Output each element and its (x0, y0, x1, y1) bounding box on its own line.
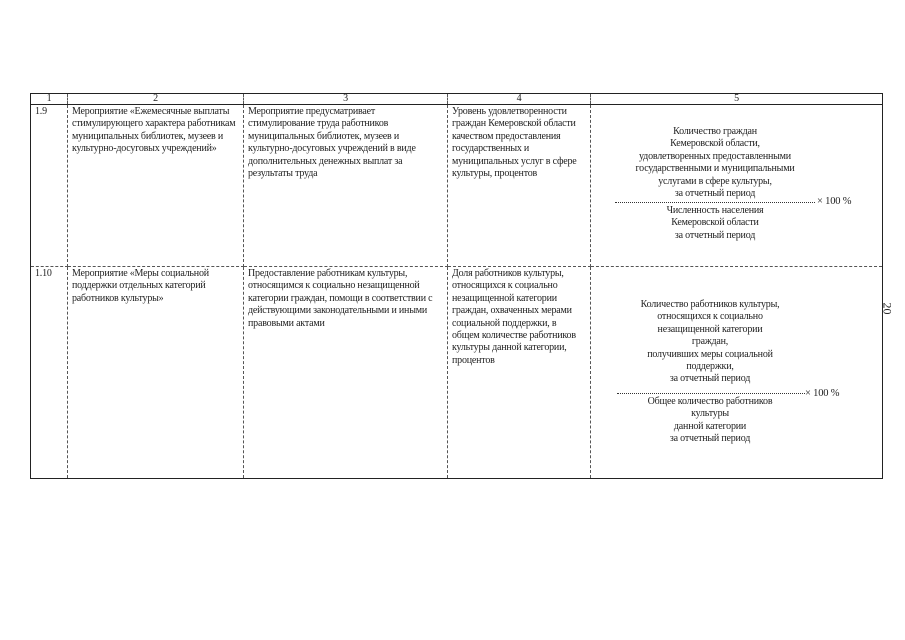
row-number: 1.10 (31, 267, 68, 479)
denominator-line: Общее количество работников (647, 396, 773, 407)
formula-denominator (595, 396, 825, 446)
indicator-name: Уровень удовлетворенности граждан Кемеровской области качеством предоставления государственных и муниципальных услуг в сфере культуры, процентов (448, 105, 591, 267)
denominator-line: культуры (691, 408, 729, 420)
table-header-row (31, 94, 883, 105)
denominator-line: Кемеровской области (671, 217, 759, 229)
page-number: 20 (880, 302, 895, 315)
event-description: Мероприятие предусматривает стимулирование труда работников муниципальных библиотек, музеев и культурно-досуговых учреждений в виде дополнительных денежных выплат за результаты труда (244, 105, 448, 267)
numerator-line: Количество работников культуры, (640, 299, 780, 310)
numerator-line: государственными и муниципальными (635, 163, 795, 175)
fraction-line (615, 202, 815, 203)
table-row (31, 105, 883, 267)
numerator-line: за отчетный период (669, 373, 751, 385)
fraction-line (617, 393, 805, 394)
multiplier: × 100 % (805, 388, 840, 399)
header-col-5: 5 (591, 94, 883, 105)
formula-cell (591, 267, 883, 479)
event-name: Мероприятие «Ежемесячные выплаты стимулирующего характера работникам муниципальных библиотек, музеев и культурно-досуговых учреждений» (68, 105, 244, 267)
event-description: Предоставление работникам культуры, относящимся к социально незащищенной категории граждан, помощи в соответствии с действующими законодательными и иными правовыми актами (244, 267, 448, 479)
numerator-line: поддержки, (686, 361, 734, 373)
formula-cell (591, 105, 883, 267)
formula-denominator (595, 205, 835, 242)
denominator-line: за отчетный период (674, 229, 756, 241)
numerator-line: относящихся к социально (657, 311, 763, 323)
header-col-2: 2 (68, 94, 244, 105)
numerator-line: получивших меры социальной (647, 348, 773, 360)
numerator-line: Кемеровской области, (670, 138, 760, 150)
numerator-line: незащищенной категории (657, 323, 763, 335)
formula-numerator (595, 126, 835, 200)
event-name: Мероприятие «Меры социальной поддержки отдельных категорий работников культуры» (68, 267, 244, 479)
row-number: 1.9 (31, 105, 68, 267)
indicator-name: Доля работников культуры, относящихся к социально незащищенной категории граждан, охваченных мерами социальной поддержки, в общем количестве работников культуры данной категории, процентов (448, 267, 591, 479)
header-col-3: 3 (244, 94, 448, 105)
numerator-line: граждан, (691, 336, 729, 348)
numerator-line: за отчетный период (674, 188, 756, 200)
formula-numerator (595, 299, 825, 386)
numerator-line: Количество граждан (673, 126, 757, 137)
numerator-line: услугами в сфере культуры, (658, 175, 772, 187)
denominator-line: за отчетный период (669, 433, 751, 445)
denominator-line: Численность населения (666, 205, 764, 216)
table-row (31, 267, 883, 479)
header-col-1: 1 (31, 94, 68, 105)
multiplier: × 100 % (817, 196, 852, 207)
header-col-4: 4 (448, 94, 591, 105)
program-table (30, 93, 883, 479)
denominator-line: данной категории (673, 420, 747, 432)
numerator-line: удовлетворенных предоставленными (639, 150, 791, 162)
